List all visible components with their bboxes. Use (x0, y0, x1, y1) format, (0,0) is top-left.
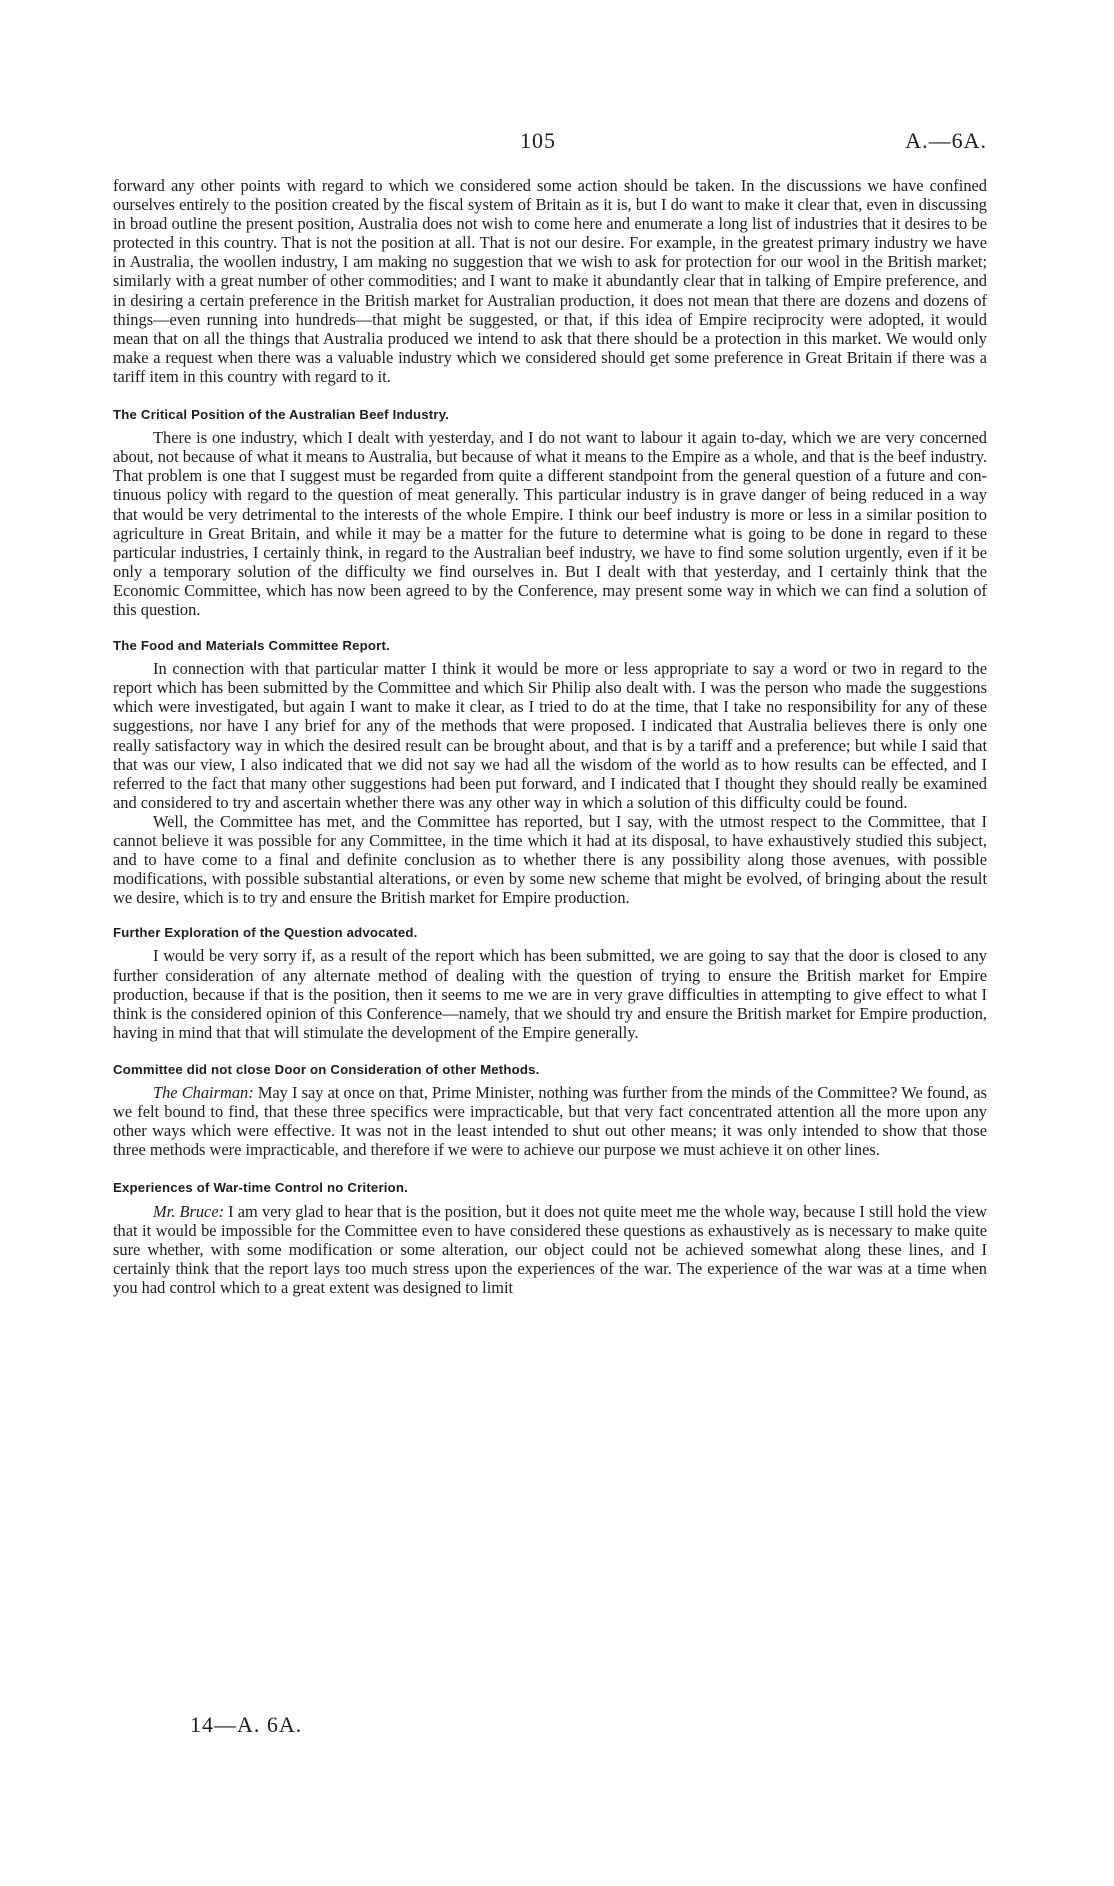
paragraph-food-materials-1: In connection with that particular matter I think it would be more or less appropriate to say a word or two in regard to the report which has been submitted by the Committee and which Sir Philip also dealt with. I was the person who made the suggestions which were investigated, but again I want to make it clear, as I tried to do at the time, that I take no responsibility for any of these suggestions, nor have I any brief for any of the methods that were proposed. I indicated that Australia believes there is only one really satisfactory way in which the desired result can be brought about, and that is by a tariff and a preference; but while I said that that was our view, I also indicated that we did not say we had all the wisdom of the world as to how results can be effected, and I referred to the fact that many other suggestions had been put forward, and I indicated that I thought they should really be examined and considered to try and ascertain whether there was any other way in which a solution of this difficulty could be found. (113, 659, 987, 812)
paragraph-continuation: forward any other points with regard to which we considered some action should be taken. In the discussions we have confined ourselves entirely to the position created by the fiscal system of Britain as it is, but I do want to make it clear that, even in discussing in broad outline the present position, Australia does not wish to come here and enumerate a long list of industries that it desires to be protected in this country. That is not the position at all. That is not our desire. For example, in the greatest primary industry we have in Australia, the woollen industry, I am making no suggestion that we wish to ask for protection for our wool in the British market; similarly with a great number of other commodities; and I want to make it abundantly clear that in talking of Empire preference, and in desiring a certain preference in the British market for Australian production, it does not mean that there are dozens and dozens of things—even running into hundreds—that might be suggested, or that, if this idea of Empire reciprocity were adopted, it would mean that on all the things that Australia produced we intend to ask that there should be a protection in this market. We would only make a request when there was a valuable industry which we considered should get some preference in Great Britain if there was a tariff item in this country with regard to it. (113, 176, 987, 386)
chairman-remark-text: May I say at once on that, Prime Minister, nothing was further from the minds of the Committee? We found, as we felt bound to find, that these three specifics were impracticable, but that very fact concentrated attention all the more upon any other ways which were effective. It was not in the least intended to shut out other means; it was only intended to show that those three methods were impracticable, and therefore if we were to achieve our purpose we must achieve it on other lines. (113, 1083, 987, 1160)
printer-signature-mark: 14—A. 6A. (190, 1712, 303, 1737)
speaker-chairman: The Chairman: (153, 1083, 254, 1103)
paper-reference: A.—6A. (905, 128, 987, 153)
paragraph-chairman-remark (113, 1083, 987, 1159)
bruce-remark-text: I am very glad to hear that is the position, but it does not quite meet me the whole way, because I still hold the view that it would be impossible for the Committee even to have considered these questions as exhaustively as is necessary to make quite sure whether, with some modification or some alteration, our object could not be achieved somewhat along these lines, and I certainly think that the report lays too much stress upon the experiences of the war. The experience of the war was at a time when you had control which to a great extent was designed to limit (113, 1201, 987, 1297)
speaker-bruce: Mr. Bruce: (153, 1201, 225, 1221)
body-text (113, 176, 987, 1297)
page-number: 105 (520, 128, 556, 153)
paragraph-food-materials-2: Well, the Committee has met, and the Committee has reported, but I say, with the utmost respect to the Committee, that I cannot believe it was possible for any Committee, in the time which it had at its disposal, to have exhaustively studied this subject, and to have come to a final and definite conclusion as to whether there is any possibility along those avenues, with possible modifications, with possible substantial alterations, or even by some new scheme that might be evolved, of bringing about the result we desire, which is to try and ensure the British market for Empire production. (113, 811, 987, 908)
section-heading-beef-industry: The Critical Position of the Australian Beef Industry. (113, 407, 450, 423)
running-header (0, 128, 1114, 158)
section-heading-committee-door: Committee did not close Door on Consideration of other Methods. (113, 1061, 540, 1077)
paragraph-bruce-remark (113, 1202, 987, 1297)
section-heading-further-exploration: Further Exploration of the Question advocated. (113, 925, 418, 941)
paragraph-beef-industry: There is one industry, which I dealt with yesterday, and I do not want to labour it again to-day, which we are very concerned about, not because of what it means to Australia, but because of what it means to the Empire as a whole, and that is the beef industry. That problem is one that I suggest must be regarded from quite a different standpoint from the general question of a future and continuous policy with regard to the question of meat generally. This particular industry is in grave danger of being reduced in a way that would be very detrimental to the interests of the whole Empire. I think our beef industry is more or less in a similar position to agriculture in Great Britain, and while it may be a matter for the future to determine what is going to be done in regard to these particular industries, I certainly think, in regard to the Australian beef industry, we have to find some solution urgently, even if it be only a temporary solution of the difficulty we find ourselves in. But I dealt with that yesterday, and I certainly think that the Economic Committee, which has now been agreed to by the Conference, may present some way in which we can find a solution of this question. (113, 428, 987, 619)
section-heading-wartime-control: Experiences of War-time Control no Criterion. (113, 1180, 409, 1196)
section-heading-food-materials-report: The Food and Materials Committee Report. (113, 638, 390, 654)
paragraph-further-exploration: I would be very sorry if, as a result of the report which has been submitted, we are going to say that the door is closed to any further consideration of any alternate method of dealing with the question of trying to ensure the British market for Empire production, because if that is the position, then it seems to me we are in very grave difficulties in attempting to give effect to what I think is the considered opinion of this Conference—namely, that we should try and ensure the British market for Empire production, having in mind that that will stimulate the development of the Empire generally. (113, 946, 987, 1042)
